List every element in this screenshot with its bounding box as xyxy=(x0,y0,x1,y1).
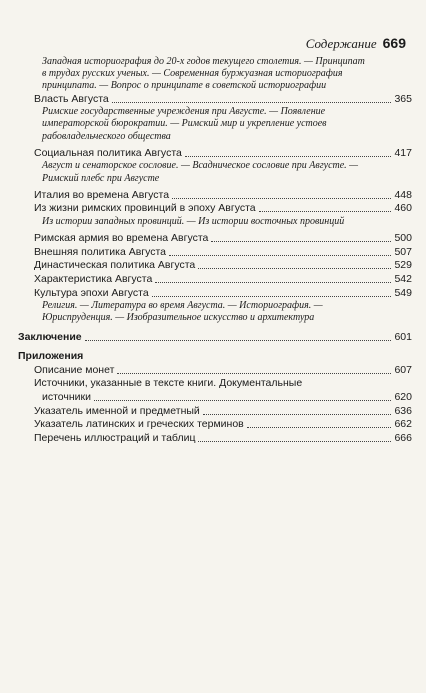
toc-entry-page: 542 xyxy=(394,272,412,285)
toc-entry-page: 448 xyxy=(394,188,412,201)
table-of-contents xyxy=(18,56,412,445)
toc-section-appendices xyxy=(18,350,412,364)
dot-leader xyxy=(259,211,392,212)
section-title: Содержание xyxy=(305,36,377,51)
dot-leader xyxy=(85,340,392,341)
toc-section-title: Приложения xyxy=(18,350,84,363)
toc-entry-title: Римская армия во времена Августа xyxy=(34,232,209,245)
toc-entry-vlast[interactable] xyxy=(18,93,412,107)
dot-leader xyxy=(198,441,391,442)
toc-subtopic-line: Римский плебс при Августе xyxy=(42,172,160,184)
toc-subtopic-line: Август и сенаторское сословие. — Всадническое сословие при Августе. — xyxy=(42,160,359,172)
toc-entry-title: Источники, указанные в тексте книги. Документальные xyxy=(34,377,303,390)
toc-entry-title: Указатель латинских и греческих терминов xyxy=(34,418,244,431)
toc-entry-character[interactable] xyxy=(18,273,412,287)
toc-entry-title: Характеристика Августа xyxy=(34,272,153,285)
toc-subtopic-line: Западная историография до 20-х годов текущего столетия. — Принципат xyxy=(42,56,365,67)
toc-entry-title: Италия во времена Августа xyxy=(34,188,170,201)
toc-entry-title: Власть Августа xyxy=(34,92,109,105)
toc-entry-title: Внешняя политика Августа xyxy=(34,245,167,258)
toc-entry-foreign[interactable] xyxy=(18,246,412,260)
dot-leader xyxy=(117,373,391,374)
toc-entry-index[interactable] xyxy=(18,405,412,419)
toc-entry-title: Указатель именной и предметный xyxy=(34,404,200,417)
toc-entry-page: 460 xyxy=(394,202,412,215)
toc-entry-dynastic[interactable] xyxy=(18,259,412,273)
dot-leader xyxy=(198,268,391,269)
toc-subtopic-line: Из истории западных провинций. — Из истории восточных провинций xyxy=(42,216,345,227)
toc-entry-sources-cont[interactable] xyxy=(18,391,412,405)
toc-entry-page: 662 xyxy=(394,418,412,431)
toc-entry-conclusion[interactable] xyxy=(18,331,412,345)
toc-entry-page: 607 xyxy=(394,363,412,376)
toc-entry-page: 620 xyxy=(394,390,412,403)
toc-entry-italy[interactable] xyxy=(18,189,412,203)
toc-entry-illustrations[interactable] xyxy=(18,432,412,446)
dot-leader xyxy=(211,241,391,242)
toc-entry-page: 507 xyxy=(394,245,412,258)
toc-subtopic-line: в трудах русских ученых. — Современная буржуазная историография xyxy=(42,68,343,80)
toc-subtopic-line: Религия. — Литература во время Августа. — Историография. — xyxy=(42,300,323,312)
toc-entry-title: Династическая политика Августа xyxy=(34,259,196,272)
toc-entry-terms[interactable] xyxy=(18,418,412,432)
toc-entry-sources[interactable] xyxy=(18,377,412,391)
toc-subtopics-vlast xyxy=(18,106,382,143)
toc-subtopic-line: Юриспруденция. — Изобразительное искусство и архитектура xyxy=(42,312,315,324)
toc-subtopics-provinces xyxy=(18,216,382,228)
toc-entry-page: 601 xyxy=(394,330,412,343)
dot-leader xyxy=(203,414,392,415)
dot-leader xyxy=(112,102,392,103)
toc-entry-culture[interactable] xyxy=(18,287,412,301)
toc-entry-title: Из жизни римских провинций в эпоху Августа xyxy=(34,202,256,215)
toc-entry-page: 417 xyxy=(394,146,412,159)
dot-leader xyxy=(94,400,391,401)
toc-entry-social[interactable] xyxy=(18,147,412,161)
toc-entry-page: 666 xyxy=(394,431,412,444)
toc-subtopic-line: рабовладельческого общества xyxy=(42,130,171,142)
toc-subtopic-line: Римские государственные учреждения при Августе. — Появление xyxy=(42,106,326,118)
toc-entry-page: 529 xyxy=(394,259,412,272)
dot-leader xyxy=(155,282,391,283)
toc-entry-page: 365 xyxy=(394,92,412,105)
running-header xyxy=(306,35,406,52)
dot-leader xyxy=(172,198,391,199)
toc-subtopics-social xyxy=(18,160,382,184)
toc-entry-title: Культура эпохи Августа xyxy=(34,286,149,299)
toc-entry-title: Заключение xyxy=(18,330,82,343)
toc-entry-page: 500 xyxy=(394,232,412,245)
dot-leader xyxy=(152,296,392,297)
toc-subtopic-line: императорской бюрократии. — Римский мир и укрепление устоев xyxy=(42,118,327,130)
toc-entry-page: 549 xyxy=(394,286,412,299)
page-number: 669 xyxy=(382,35,406,51)
toc-subtopic-line: принципата. — Вопрос о принципате в советской историографии xyxy=(42,80,327,92)
toc-entry-title: Перечень иллюстраций и таблиц xyxy=(34,431,196,444)
toc-entry-army[interactable] xyxy=(18,232,412,246)
toc-entry-page: 636 xyxy=(394,404,412,417)
toc-subtopics-intro xyxy=(18,56,382,93)
toc-entry-title: Описание монет xyxy=(34,363,115,376)
dot-leader xyxy=(185,156,392,157)
toc-entry-title: источники xyxy=(42,390,92,403)
toc-entry-provinces[interactable] xyxy=(18,202,412,216)
toc-subtopics-culture xyxy=(18,300,382,324)
dot-leader xyxy=(247,427,392,428)
toc-entry-coins[interactable] xyxy=(18,364,412,378)
toc-entry-title: Социальная политика Августа xyxy=(34,146,182,159)
dot-leader xyxy=(169,255,391,256)
